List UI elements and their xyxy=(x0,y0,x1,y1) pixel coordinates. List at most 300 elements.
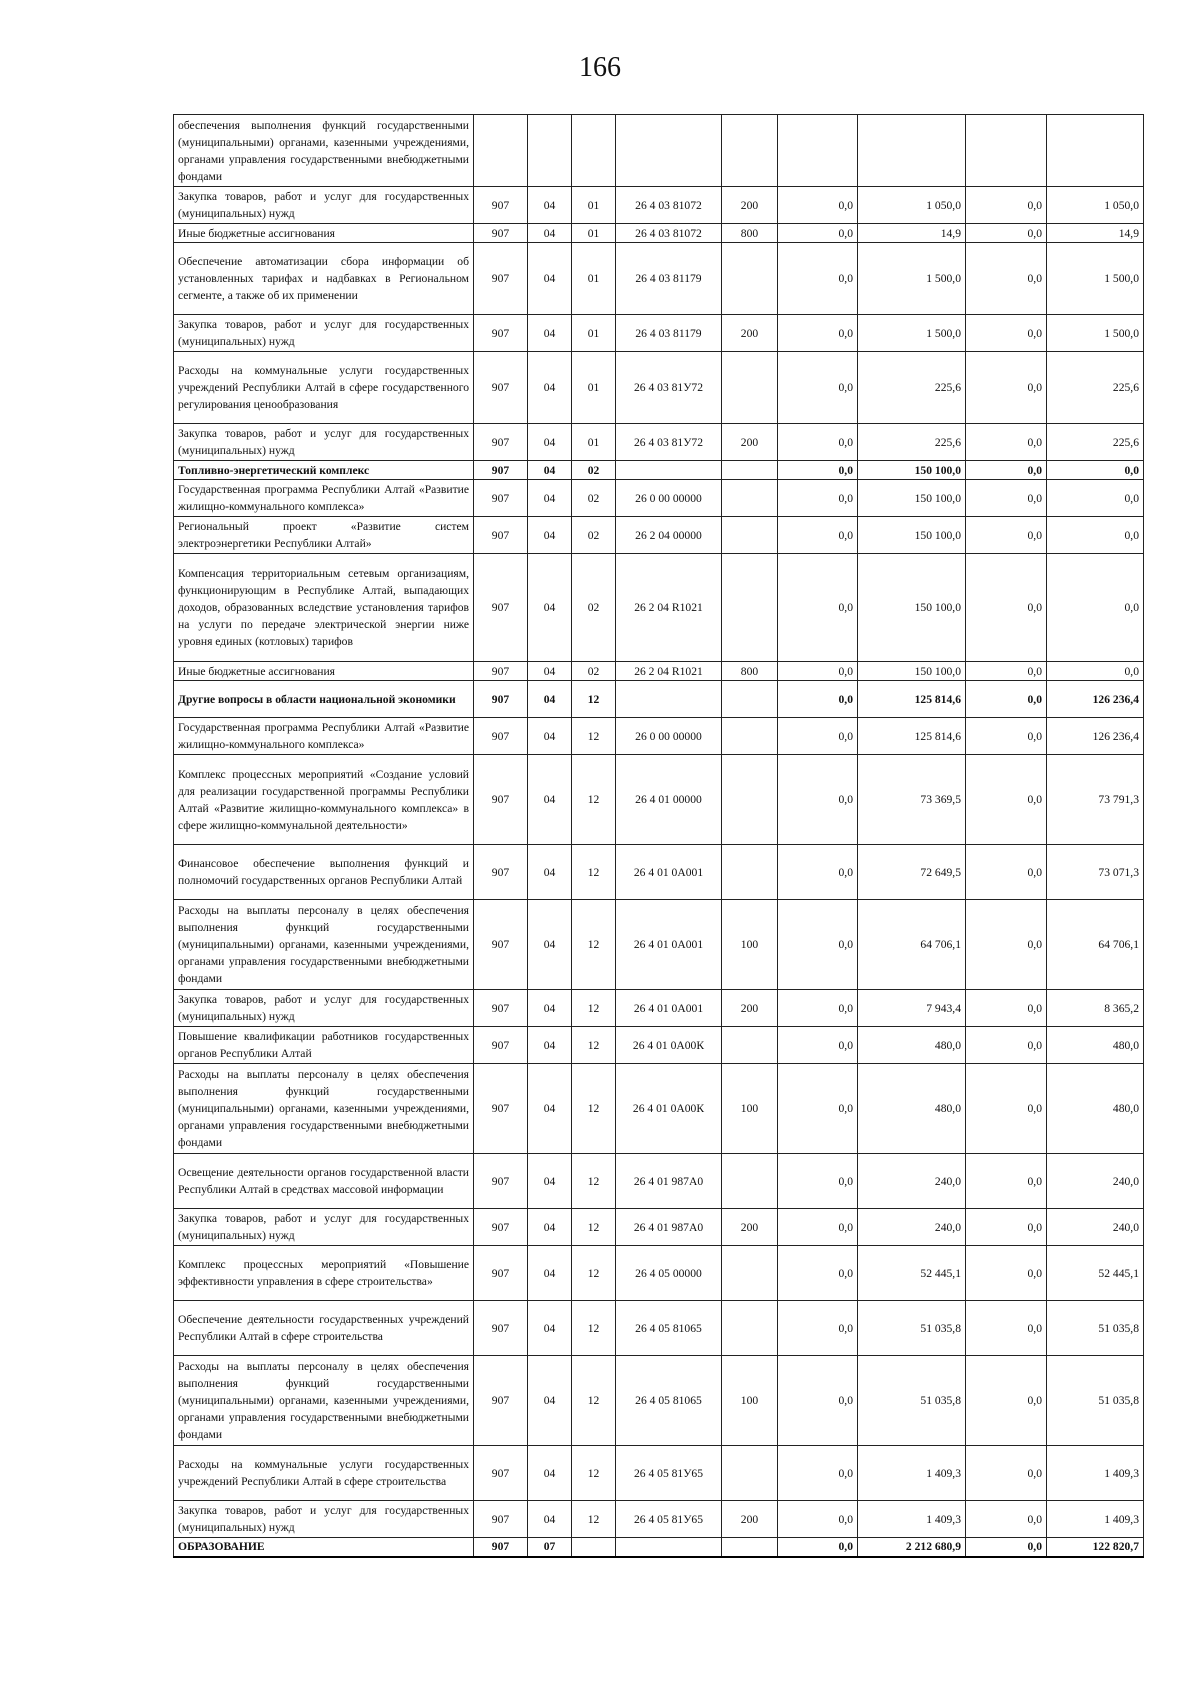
target-article-code-cell: 26 0 00 00000 xyxy=(616,718,722,755)
section-code-cell: 04 xyxy=(528,187,572,224)
subsection-code-cell: 12 xyxy=(572,1064,616,1154)
table-row xyxy=(174,517,1144,554)
ved-code-cell: 907 xyxy=(474,1501,528,1538)
amount-4-cell: 51 035,8 xyxy=(1047,1301,1144,1356)
table-row xyxy=(174,1246,1144,1301)
amount-3-cell: 0,0 xyxy=(966,243,1047,315)
table-row xyxy=(174,1538,1144,1557)
expense-type-code-cell xyxy=(722,115,778,187)
amount-4-cell: 51 035,8 xyxy=(1047,1356,1144,1446)
section-code-cell: 04 xyxy=(528,352,572,424)
budget-table xyxy=(173,114,1144,1558)
ved-code-cell: 907 xyxy=(474,1209,528,1246)
subsection-code-cell: 12 xyxy=(572,845,616,900)
section-code-cell: 04 xyxy=(528,224,572,243)
row-name-cell: Иные бюджетные ассигнования xyxy=(174,224,474,243)
subsection-code-cell: 12 xyxy=(572,900,616,990)
table-row xyxy=(174,662,1144,681)
row-name-cell: Освещение деятельности органов государственной власти Республики Алтай в средствах массовой информации xyxy=(174,1154,474,1209)
ved-code-cell: 907 xyxy=(474,480,528,517)
ved-code-cell: 907 xyxy=(474,900,528,990)
target-article-code-cell: 26 4 05 81065 xyxy=(616,1301,722,1356)
expense-type-code-cell xyxy=(722,1301,778,1356)
expense-type-code-cell xyxy=(722,1154,778,1209)
target-article-code-cell: 26 4 03 81179 xyxy=(616,315,722,352)
section-code-cell: 04 xyxy=(528,1446,572,1501)
amount-3-cell xyxy=(966,115,1047,187)
amount-3-cell: 0,0 xyxy=(966,1064,1047,1154)
row-name-cell: Финансовое обеспечение выполнения функций и полномочий государственных органов Республики Алтай xyxy=(174,845,474,900)
expense-type-code-cell xyxy=(722,681,778,718)
ved-code-cell: 907 xyxy=(474,1154,528,1209)
subsection-code-cell xyxy=(572,1538,616,1557)
table-row xyxy=(174,845,1144,900)
target-article-code-cell: 26 4 01 00000 xyxy=(616,755,722,845)
row-name-cell: Расходы на выплаты персоналу в целях обеспечения выполнения функций государственными (муниципальными) органами, казенными учреждениями, органами управления государственными внебюджетными фондами xyxy=(174,900,474,990)
target-article-code-cell: 26 4 01 0А001 xyxy=(616,900,722,990)
amount-1-cell: 0,0 xyxy=(778,718,858,755)
expense-type-code-cell xyxy=(722,755,778,845)
amount-4-cell: 8 365,2 xyxy=(1047,990,1144,1027)
amount-4-cell: 1 409,3 xyxy=(1047,1446,1144,1501)
target-article-code-cell: 26 2 04 R1021 xyxy=(616,662,722,681)
subsection-code-cell: 12 xyxy=(572,1446,616,1501)
subsection-code-cell: 12 xyxy=(572,1301,616,1356)
section-code-cell: 04 xyxy=(528,554,572,662)
table-row xyxy=(174,243,1144,315)
table-row xyxy=(174,115,1144,187)
table-row xyxy=(174,224,1144,243)
table-row xyxy=(174,352,1144,424)
amount-1-cell: 0,0 xyxy=(778,224,858,243)
ved-code-cell: 907 xyxy=(474,1246,528,1301)
ved-code-cell: 907 xyxy=(474,554,528,662)
amount-2-cell: 51 035,8 xyxy=(858,1356,966,1446)
amount-3-cell: 0,0 xyxy=(966,1356,1047,1446)
expense-type-code-cell xyxy=(722,517,778,554)
ved-code-cell: 907 xyxy=(474,424,528,461)
amount-3-cell: 0,0 xyxy=(966,224,1047,243)
amount-1-cell: 0,0 xyxy=(778,900,858,990)
amount-2-cell xyxy=(858,115,966,187)
ved-code-cell: 907 xyxy=(474,1064,528,1154)
amount-2-cell: 125 814,6 xyxy=(858,681,966,718)
section-code-cell: 04 xyxy=(528,755,572,845)
amount-4-cell: 240,0 xyxy=(1047,1154,1144,1209)
section-code-cell: 04 xyxy=(528,424,572,461)
amount-3-cell: 0,0 xyxy=(966,681,1047,718)
amount-3-cell: 0,0 xyxy=(966,1301,1047,1356)
amount-4-cell: 0,0 xyxy=(1047,480,1144,517)
row-name-cell: Расходы на коммунальные услуги государственных учреждений Республики Алтай в сфере государственного регулирования ценообразования xyxy=(174,352,474,424)
amount-3-cell: 0,0 xyxy=(966,315,1047,352)
expense-type-code-cell xyxy=(722,1538,778,1557)
amount-2-cell: 225,6 xyxy=(858,424,966,461)
table-row xyxy=(174,1209,1144,1246)
amount-3-cell: 0,0 xyxy=(966,480,1047,517)
subsection-code-cell: 12 xyxy=(572,755,616,845)
amount-1-cell: 0,0 xyxy=(778,755,858,845)
subsection-code-cell: 02 xyxy=(572,554,616,662)
target-article-code-cell xyxy=(616,681,722,718)
amount-3-cell: 0,0 xyxy=(966,424,1047,461)
row-name-cell: Комплекс процессных мероприятий «Создание условий для реализации государственной программы Республики Алтай «Развитие жилищно-коммунального комплекса» в сфере жилищно-коммунальной деятельности» xyxy=(174,755,474,845)
amount-2-cell: 150 100,0 xyxy=(858,480,966,517)
target-article-code-cell: 26 4 03 81072 xyxy=(616,187,722,224)
expense-type-code-cell: 200 xyxy=(722,990,778,1027)
table-row xyxy=(174,1301,1144,1356)
amount-1-cell: 0,0 xyxy=(778,517,858,554)
table-row xyxy=(174,424,1144,461)
table-row xyxy=(174,1064,1144,1154)
amount-1-cell: 0,0 xyxy=(778,315,858,352)
subsection-code-cell: 12 xyxy=(572,1356,616,1446)
subsection-code-cell: 12 xyxy=(572,718,616,755)
amount-1-cell: 0,0 xyxy=(778,1246,858,1301)
subsection-code-cell: 12 xyxy=(572,1027,616,1064)
amount-2-cell: 125 814,6 xyxy=(858,718,966,755)
expense-type-code-cell: 800 xyxy=(722,662,778,681)
amount-2-cell: 73 369,5 xyxy=(858,755,966,845)
row-name-cell: Закупка товаров, работ и услуг для государственных (муниципальных) нужд xyxy=(174,187,474,224)
expense-type-code-cell: 100 xyxy=(722,1064,778,1154)
expense-type-code-cell: 200 xyxy=(722,315,778,352)
amount-4-cell: 1 409,3 xyxy=(1047,1501,1144,1538)
expense-type-code-cell: 100 xyxy=(722,1356,778,1446)
amount-1-cell: 0,0 xyxy=(778,1446,858,1501)
amount-2-cell: 480,0 xyxy=(858,1064,966,1154)
amount-3-cell: 0,0 xyxy=(966,1538,1047,1557)
subsection-code-cell: 12 xyxy=(572,1246,616,1301)
row-name-cell: Компенсация территориальным сетевым организациям, функционирующим в Республике Алтай, выпадающих доходов, образованных вследствие установления тарифов на услуги по передаче электрической энергии ниже уровня единых (котловых) тарифов xyxy=(174,554,474,662)
table-row xyxy=(174,1027,1144,1064)
amount-1-cell: 0,0 xyxy=(778,990,858,1027)
expense-type-code-cell xyxy=(722,1246,778,1301)
subsection-code-cell: 12 xyxy=(572,1154,616,1209)
ved-code-cell: 907 xyxy=(474,315,528,352)
ved-code-cell: 907 xyxy=(474,662,528,681)
table-row xyxy=(174,1501,1144,1538)
amount-2-cell: 1 500,0 xyxy=(858,315,966,352)
table-row xyxy=(174,718,1144,755)
section-code-cell: 04 xyxy=(528,1246,572,1301)
subsection-code-cell: 12 xyxy=(572,681,616,718)
row-name-cell: Закупка товаров, работ и услуг для государственных (муниципальных) нужд xyxy=(174,315,474,352)
table-row xyxy=(174,1356,1144,1446)
amount-4-cell: 73 791,3 xyxy=(1047,755,1144,845)
section-code-cell: 04 xyxy=(528,315,572,352)
target-article-code-cell: 26 4 05 81У65 xyxy=(616,1446,722,1501)
amount-1-cell: 0,0 xyxy=(778,1154,858,1209)
target-article-code-cell: 26 4 01 0А001 xyxy=(616,990,722,1027)
amount-3-cell: 0,0 xyxy=(966,900,1047,990)
amount-4-cell: 1 050,0 xyxy=(1047,187,1144,224)
section-code-cell: 04 xyxy=(528,662,572,681)
amount-4-cell: 122 820,7 xyxy=(1047,1538,1144,1557)
amount-1-cell: 0,0 xyxy=(778,461,858,480)
section-code-cell: 04 xyxy=(528,718,572,755)
section-code-cell: 04 xyxy=(528,1501,572,1538)
amount-4-cell: 126 236,4 xyxy=(1047,718,1144,755)
section-code-cell: 04 xyxy=(528,480,572,517)
amount-2-cell: 150 100,0 xyxy=(858,662,966,681)
amount-4-cell: 126 236,4 xyxy=(1047,681,1144,718)
row-name-cell: Государственная программа Республики Алтай «Развитие жилищно-коммунального комплекса» xyxy=(174,480,474,517)
amount-1-cell: 0,0 xyxy=(778,1356,858,1446)
amount-3-cell: 0,0 xyxy=(966,718,1047,755)
amount-2-cell: 150 100,0 xyxy=(858,554,966,662)
target-article-code-cell xyxy=(616,115,722,187)
amount-4-cell: 480,0 xyxy=(1047,1064,1144,1154)
row-name-cell: ОБРАЗОВАНИЕ xyxy=(174,1538,474,1557)
section-code-cell: 04 xyxy=(528,1027,572,1064)
amount-3-cell: 0,0 xyxy=(966,662,1047,681)
table-row xyxy=(174,1446,1144,1501)
row-name-cell: Закупка товаров, работ и услуг для государственных (муниципальных) нужд xyxy=(174,990,474,1027)
row-name-cell: Закупка товаров, работ и услуг для государственных (муниципальных) нужд xyxy=(174,424,474,461)
amount-4-cell: 1 500,0 xyxy=(1047,315,1144,352)
amount-2-cell: 225,6 xyxy=(858,352,966,424)
target-article-code-cell: 26 4 03 81У72 xyxy=(616,424,722,461)
amount-1-cell: 0,0 xyxy=(778,845,858,900)
amount-3-cell: 0,0 xyxy=(966,1027,1047,1064)
amount-3-cell: 0,0 xyxy=(966,1446,1047,1501)
subsection-code-cell: 01 xyxy=(572,352,616,424)
ved-code-cell: 907 xyxy=(474,718,528,755)
row-name-cell: Государственная программа Республики Алтай «Развитие жилищно-коммунального комплекса» xyxy=(174,718,474,755)
amount-2-cell: 52 445,1 xyxy=(858,1246,966,1301)
target-article-code-cell: 26 4 03 81179 xyxy=(616,243,722,315)
amount-4-cell: 64 706,1 xyxy=(1047,900,1144,990)
expense-type-code-cell xyxy=(722,1027,778,1064)
section-code-cell: 04 xyxy=(528,1154,572,1209)
amount-2-cell: 72 649,5 xyxy=(858,845,966,900)
expense-type-code-cell: 800 xyxy=(722,224,778,243)
ved-code-cell: 907 xyxy=(474,352,528,424)
ved-code-cell: 907 xyxy=(474,681,528,718)
row-name-cell: Обеспечение деятельности государственных учреждений Республики Алтай в сфере строительства xyxy=(174,1301,474,1356)
expense-type-code-cell xyxy=(722,554,778,662)
ved-code-cell: 907 xyxy=(474,517,528,554)
table-row xyxy=(174,315,1144,352)
ved-code-cell: 907 xyxy=(474,187,528,224)
amount-2-cell: 1 409,3 xyxy=(858,1446,966,1501)
amount-1-cell: 0,0 xyxy=(778,1538,858,1557)
row-name-cell: Иные бюджетные ассигнования xyxy=(174,662,474,681)
row-name-cell: Региональный проект «Развитие систем электроэнергетики Республики Алтай» xyxy=(174,517,474,554)
table-row xyxy=(174,1154,1144,1209)
amount-3-cell: 0,0 xyxy=(966,1246,1047,1301)
expense-type-code-cell xyxy=(722,243,778,315)
section-code-cell: 07 xyxy=(528,1538,572,1557)
subsection-code-cell: 02 xyxy=(572,461,616,480)
amount-4-cell: 73 071,3 xyxy=(1047,845,1144,900)
ved-code-cell: 907 xyxy=(474,755,528,845)
expense-type-code-cell xyxy=(722,845,778,900)
ved-code-cell: 907 xyxy=(474,1301,528,1356)
amount-3-cell: 0,0 xyxy=(966,755,1047,845)
amount-4-cell: 225,6 xyxy=(1047,352,1144,424)
table-row xyxy=(174,554,1144,662)
amount-2-cell: 1 050,0 xyxy=(858,187,966,224)
table-row xyxy=(174,681,1144,718)
amount-1-cell: 0,0 xyxy=(778,352,858,424)
target-article-code-cell: 26 4 03 81072 xyxy=(616,224,722,243)
row-name-cell: Обеспечение автоматизации сбора информации об установленных тарифах и надбавках в Региональном сегменте, а также об их применении xyxy=(174,243,474,315)
target-article-code-cell: 26 4 05 81065 xyxy=(616,1356,722,1446)
subsection-code-cell: 12 xyxy=(572,1501,616,1538)
section-code-cell xyxy=(528,115,572,187)
amount-3-cell: 0,0 xyxy=(966,1154,1047,1209)
amount-4-cell xyxy=(1047,115,1144,187)
section-code-cell: 04 xyxy=(528,1301,572,1356)
subsection-code-cell: 12 xyxy=(572,990,616,1027)
amount-3-cell: 0,0 xyxy=(966,1501,1047,1538)
ved-code-cell: 907 xyxy=(474,461,528,480)
amount-2-cell: 51 035,8 xyxy=(858,1301,966,1356)
expense-type-code-cell: 200 xyxy=(722,1209,778,1246)
expense-type-code-cell xyxy=(722,461,778,480)
row-name-cell: Закупка товаров, работ и услуг для государственных (муниципальных) нужд xyxy=(174,1209,474,1246)
section-code-cell: 04 xyxy=(528,845,572,900)
amount-3-cell: 0,0 xyxy=(966,461,1047,480)
amount-4-cell: 0,0 xyxy=(1047,662,1144,681)
row-name-cell: Расходы на выплаты персоналу в целях обеспечения выполнения функций государственными (муниципальными) органами, казенными учреждениями, органами управления государственными внебюджетными фондами xyxy=(174,1356,474,1446)
amount-1-cell: 0,0 xyxy=(778,1301,858,1356)
amount-1-cell: 0,0 xyxy=(778,1501,858,1538)
amount-3-cell: 0,0 xyxy=(966,845,1047,900)
amount-3-cell: 0,0 xyxy=(966,352,1047,424)
section-code-cell: 04 xyxy=(528,243,572,315)
target-article-code-cell: 26 4 05 00000 xyxy=(616,1246,722,1301)
amount-2-cell: 150 100,0 xyxy=(858,517,966,554)
table-row xyxy=(174,990,1144,1027)
expense-type-code-cell xyxy=(722,352,778,424)
row-name-cell: обеспечения выполнения функций государственными (муниципальными) органами, казенными учреждениями, органами управления государственными внебюджетными фондами xyxy=(174,115,474,187)
target-article-code-cell xyxy=(616,1538,722,1557)
subsection-code-cell: 12 xyxy=(572,1209,616,1246)
section-code-cell: 04 xyxy=(528,1356,572,1446)
ved-code-cell: 907 xyxy=(474,243,528,315)
amount-3-cell: 0,0 xyxy=(966,517,1047,554)
target-article-code-cell: 26 4 01 0А00К xyxy=(616,1027,722,1064)
ved-code-cell: 907 xyxy=(474,224,528,243)
subsection-code-cell: 01 xyxy=(572,424,616,461)
amount-3-cell: 0,0 xyxy=(966,990,1047,1027)
table-row xyxy=(174,187,1144,224)
amount-2-cell: 14,9 xyxy=(858,224,966,243)
target-article-code-cell: 26 4 01 987А0 xyxy=(616,1154,722,1209)
amount-3-cell: 0,0 xyxy=(966,554,1047,662)
amount-1-cell: 0,0 xyxy=(778,424,858,461)
subsection-code-cell xyxy=(572,115,616,187)
amount-1-cell: 0,0 xyxy=(778,1209,858,1246)
page-number: 166 xyxy=(579,52,621,83)
amount-4-cell: 480,0 xyxy=(1047,1027,1144,1064)
expense-type-code-cell xyxy=(722,480,778,517)
amount-1-cell: 0,0 xyxy=(778,243,858,315)
target-article-code-cell: 26 4 01 987А0 xyxy=(616,1209,722,1246)
amount-4-cell: 0,0 xyxy=(1047,554,1144,662)
amount-2-cell: 150 100,0 xyxy=(858,461,966,480)
amount-4-cell: 1 500,0 xyxy=(1047,243,1144,315)
ved-code-cell: 907 xyxy=(474,845,528,900)
expense-type-code-cell: 100 xyxy=(722,900,778,990)
amount-4-cell: 240,0 xyxy=(1047,1209,1144,1246)
amount-1-cell: 0,0 xyxy=(778,1027,858,1064)
row-name-cell: Закупка товаров, работ и услуг для государственных (муниципальных) нужд xyxy=(174,1501,474,1538)
amount-3-cell: 0,0 xyxy=(966,187,1047,224)
target-article-code-cell: 26 2 04 00000 xyxy=(616,517,722,554)
subsection-code-cell: 02 xyxy=(572,480,616,517)
amount-2-cell: 7 943,4 xyxy=(858,990,966,1027)
subsection-code-cell: 01 xyxy=(572,187,616,224)
amount-4-cell: 0,0 xyxy=(1047,461,1144,480)
subsection-code-cell: 02 xyxy=(572,662,616,681)
amount-1-cell: 0,0 xyxy=(778,187,858,224)
amount-3-cell: 0,0 xyxy=(966,1209,1047,1246)
amount-2-cell: 480,0 xyxy=(858,1027,966,1064)
amount-4-cell: 14,9 xyxy=(1047,224,1144,243)
table-row xyxy=(174,461,1144,480)
row-name-cell: Расходы на коммунальные услуги государственных учреждений Республики Алтай в сфере строительства xyxy=(174,1446,474,1501)
subsection-code-cell: 01 xyxy=(572,224,616,243)
amount-1-cell: 0,0 xyxy=(778,480,858,517)
amount-2-cell: 240,0 xyxy=(858,1154,966,1209)
section-code-cell: 04 xyxy=(528,681,572,718)
ved-code-cell: 907 xyxy=(474,990,528,1027)
amount-2-cell: 2 212 680,9 xyxy=(858,1538,966,1557)
subsection-code-cell: 01 xyxy=(572,243,616,315)
section-code-cell: 04 xyxy=(528,1064,572,1154)
subsection-code-cell: 02 xyxy=(572,517,616,554)
row-name-cell: Топливно-энергетический комплекс xyxy=(174,461,474,480)
amount-4-cell: 225,6 xyxy=(1047,424,1144,461)
target-article-code-cell: 26 2 04 R1021 xyxy=(616,554,722,662)
target-article-code-cell: 26 4 03 81У72 xyxy=(616,352,722,424)
expense-type-code-cell xyxy=(722,1446,778,1501)
amount-1-cell: 0,0 xyxy=(778,1064,858,1154)
ved-code-cell xyxy=(474,115,528,187)
amount-1-cell: 0,0 xyxy=(778,681,858,718)
target-article-code-cell: 26 4 05 81У65 xyxy=(616,1501,722,1538)
section-code-cell: 04 xyxy=(528,1209,572,1246)
row-name-cell: Повышение квалификации работников государственных органов Республики Алтай xyxy=(174,1027,474,1064)
amount-2-cell: 1 500,0 xyxy=(858,243,966,315)
ved-code-cell: 907 xyxy=(474,1356,528,1446)
section-code-cell: 04 xyxy=(528,517,572,554)
subsection-code-cell: 01 xyxy=(572,315,616,352)
ved-code-cell: 907 xyxy=(474,1446,528,1501)
table-row xyxy=(174,900,1144,990)
amount-1-cell xyxy=(778,115,858,187)
ved-code-cell: 907 xyxy=(474,1538,528,1557)
row-name-cell: Комплекс процессных мероприятий «Повышение эффективности управления в сфере строительства» xyxy=(174,1246,474,1301)
amount-2-cell: 64 706,1 xyxy=(858,900,966,990)
expense-type-code-cell: 200 xyxy=(722,424,778,461)
expense-type-code-cell: 200 xyxy=(722,1501,778,1538)
amount-1-cell: 0,0 xyxy=(778,662,858,681)
table-row xyxy=(174,755,1144,845)
target-article-code-cell: 26 0 00 00000 xyxy=(616,480,722,517)
amount-2-cell: 240,0 xyxy=(858,1209,966,1246)
target-article-code-cell: 26 4 01 0А001 xyxy=(616,845,722,900)
target-article-code-cell xyxy=(616,461,722,480)
ved-code-cell: 907 xyxy=(474,1027,528,1064)
expense-type-code-cell xyxy=(722,718,778,755)
amount-1-cell: 0,0 xyxy=(778,554,858,662)
budget-table-body xyxy=(174,115,1144,1557)
